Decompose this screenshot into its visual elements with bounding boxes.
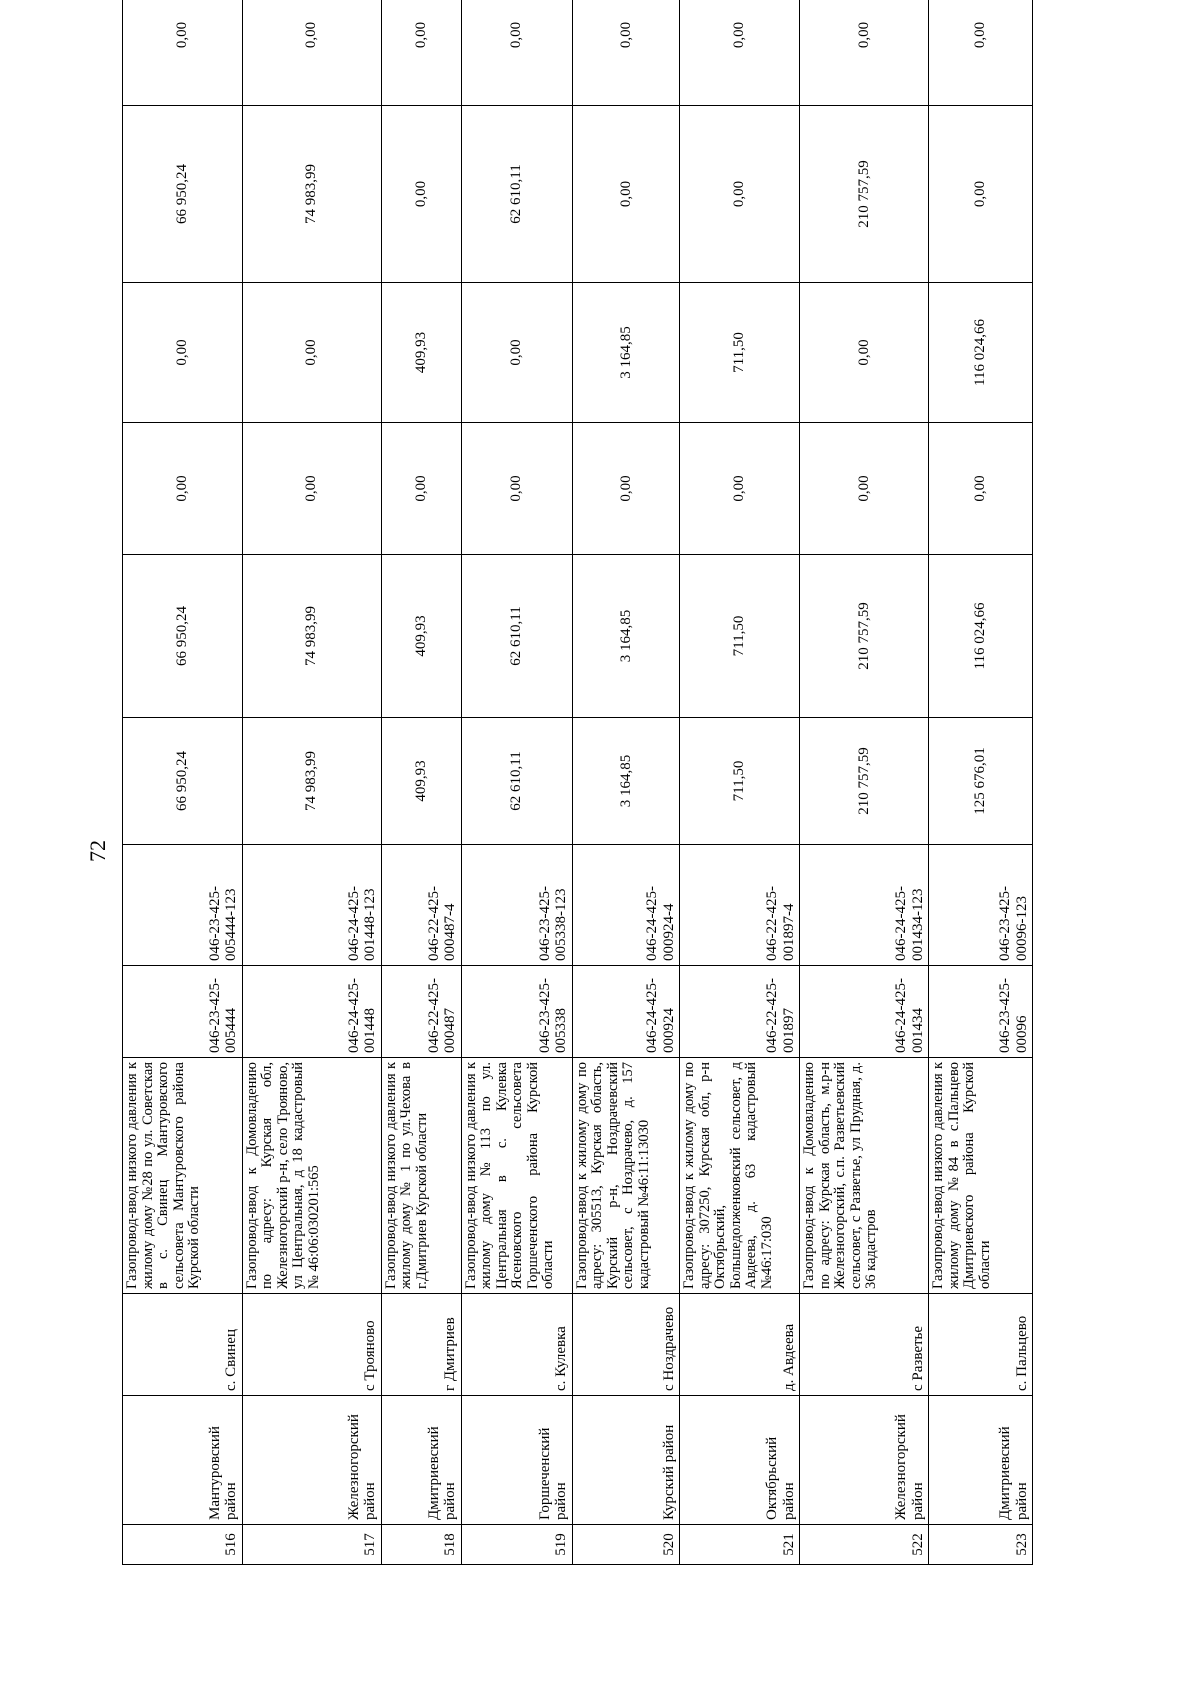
table-row bbox=[680, 0, 800, 1565]
registry-number: 046-24-425-001434-123 bbox=[800, 845, 929, 966]
value-initial: 409,93 bbox=[381, 718, 461, 845]
district-name: Горшеченский район bbox=[461, 1396, 572, 1525]
value-column-4: 0,00 bbox=[461, 283, 572, 423]
value-initial: 711,50 bbox=[680, 718, 800, 845]
registry-number: 046-24-425-001448-123 bbox=[242, 845, 381, 966]
row-number: 519 bbox=[461, 1525, 572, 1565]
value-book: 62 610,11 bbox=[461, 555, 572, 718]
settlement-name: с. Пальцево bbox=[929, 1294, 1033, 1396]
value-initial: 62 610,11 bbox=[461, 718, 572, 845]
value-column-5: 0,00 bbox=[929, 106, 1033, 283]
value-column-6: 0,00 bbox=[929, 0, 1033, 106]
value-book: 711,50 bbox=[680, 555, 800, 718]
value-column-5: 66 950,24 bbox=[123, 106, 243, 283]
value-column-4: 3 164,85 bbox=[572, 283, 680, 423]
row-number: 516 bbox=[123, 1525, 243, 1565]
settlement-name: с. Свинец bbox=[123, 1294, 243, 1396]
district-name: Железногорский район bbox=[800, 1396, 929, 1525]
object-description: Газопровод-ввод низкого давления к жилому дому №113 по ул. Центральная в с. Кулевка Ясеновского сельсовета Горшеченского района Курской области bbox=[461, 1058, 572, 1294]
inventory-number: 046-24-425-001448 bbox=[242, 966, 381, 1058]
value-column-3: 0,00 bbox=[929, 423, 1033, 555]
row-number: 522 bbox=[800, 1525, 929, 1565]
settlement-name: с. Кулевка bbox=[461, 1294, 572, 1396]
district-name: Железногорский район bbox=[242, 1396, 381, 1525]
object-description: Газопровод-ввод к Домовладению по адресу: Курская область, м.р-н Железногорский, с.п. Разветьевский сельсовет, с Разветье, ул Прудная, д. 36 кадастров bbox=[800, 1058, 929, 1294]
row-number: 520 bbox=[572, 1525, 680, 1565]
value-column-3: 0,00 bbox=[381, 423, 461, 555]
value-column-5: 62 610,11 bbox=[461, 106, 572, 283]
value-book: 409,93 bbox=[381, 555, 461, 718]
district-name: Дмитриевский район bbox=[381, 1396, 461, 1525]
district-name: Курский район bbox=[572, 1396, 680, 1525]
inventory-number: 046-23-425-005444 bbox=[123, 966, 243, 1058]
registry-number: 046-24-425-000924-4 bbox=[572, 845, 680, 966]
value-column-4: 0,00 bbox=[123, 283, 243, 423]
value-column-6: 0,00 bbox=[800, 0, 929, 106]
inventory-number: 046-24-425-001434 bbox=[800, 966, 929, 1058]
value-column-6: 0,00 bbox=[680, 0, 800, 106]
value-initial: 3 164,85 bbox=[572, 718, 680, 845]
value-book: 116 024,66 bbox=[929, 555, 1033, 718]
value-column-6: 0,00 bbox=[123, 0, 243, 106]
district-name: Дмитриевский район bbox=[929, 1396, 1033, 1525]
table-row bbox=[929, 0, 1033, 1565]
value-book: 210 757,59 bbox=[800, 555, 929, 718]
value-column-5: 210 757,59 bbox=[800, 106, 929, 283]
value-column-6: 0,00 bbox=[381, 0, 461, 106]
value-initial: 74 983,99 bbox=[242, 718, 381, 845]
value-column-6: 0,00 bbox=[572, 0, 680, 106]
inventory-number: 046-22-425-000487 bbox=[381, 966, 461, 1058]
value-column-3: 0,00 bbox=[680, 423, 800, 555]
table-row bbox=[242, 0, 381, 1565]
settlement-name: д. Авдеева bbox=[680, 1294, 800, 1396]
property-table bbox=[122, 0, 1033, 1565]
inventory-number: 046-22-425-001897 bbox=[680, 966, 800, 1058]
value-book: 3 164,85 bbox=[572, 555, 680, 718]
row-number: 517 bbox=[242, 1525, 381, 1565]
inventory-number: 046-24-425-000924 bbox=[572, 966, 680, 1058]
value-column-5: 0,00 bbox=[680, 106, 800, 283]
value-column-5: 0,00 bbox=[381, 106, 461, 283]
table-body bbox=[123, 0, 1033, 1565]
value-book: 74 983,99 bbox=[242, 555, 381, 718]
table-row bbox=[461, 0, 572, 1565]
registry-number: 046-23-425-005338-123 bbox=[461, 845, 572, 966]
object-description: Газопровод-ввод низкого давления к жилому дому №28 по ул. Советская в с. Свинец Мантуровского сельсовета Мантуровского района Курской области bbox=[123, 1058, 243, 1294]
row-number: 523 bbox=[929, 1525, 1033, 1565]
inventory-number: 046-23-425-00096 bbox=[929, 966, 1033, 1058]
value-column-4: 711,50 bbox=[680, 283, 800, 423]
value-book: 66 950,24 bbox=[123, 555, 243, 718]
value-column-3: 0,00 bbox=[800, 423, 929, 555]
page-number: 72 bbox=[85, 840, 110, 862]
value-column-4: 0,00 bbox=[242, 283, 381, 423]
value-column-3: 0,00 bbox=[572, 423, 680, 555]
value-column-6: 0,00 bbox=[461, 0, 572, 106]
value-column-5: 74 983,99 bbox=[242, 106, 381, 283]
table-row bbox=[381, 0, 461, 1565]
object-description: Газопровод-ввод к жилому дому по адресу: 305513, Курская область, Курский р-н, Ноздрачевский сельсовет, с Ноздрачево, д. 157 кадастровый №46:11:13030 bbox=[572, 1058, 680, 1294]
value-column-5: 0,00 bbox=[572, 106, 680, 283]
settlement-name: с Трояново bbox=[242, 1294, 381, 1396]
table-viewport bbox=[122, 21, 1033, 1565]
registry-number: 046-22-425-000487-4 bbox=[381, 845, 461, 966]
table-row bbox=[800, 0, 929, 1565]
district-name: Октябрьский район bbox=[680, 1396, 800, 1525]
value-column-3: 0,00 bbox=[242, 423, 381, 555]
registry-number: 046-23-425-005444-123 bbox=[123, 845, 243, 966]
row-number: 518 bbox=[381, 1525, 461, 1565]
value-column-3: 0,00 bbox=[123, 423, 243, 555]
value-initial: 125 676,01 bbox=[929, 718, 1033, 845]
registry-number: 046-23-425-00096-123 bbox=[929, 845, 1033, 966]
table-row bbox=[572, 0, 680, 1565]
value-initial: 66 950,24 bbox=[123, 718, 243, 845]
row-number: 521 bbox=[680, 1525, 800, 1565]
object-description: Газопровод-ввод низкого давления к жилому дому № 1 по ул.Чехова в г.Дмитриев Курской области bbox=[381, 1058, 461, 1294]
value-column-3: 0,00 bbox=[461, 423, 572, 555]
value-column-4: 0,00 bbox=[800, 283, 929, 423]
object-description: Газопровод-ввод к Домовладению по адресу: Курская обл, Железногорский р-н, село Трояново, ул Центральная, д 18 кадастровый № 46:06:030201:565 bbox=[242, 1058, 381, 1294]
settlement-name: с Разветье bbox=[800, 1294, 929, 1396]
object-description: Газопровод-ввод к жилому дому по адресу: 307250, Курская обл, р-н Октябрьский, Большедолженковский сельсовет, д Авдеева, д. 63 кадастровый №46:17:030 bbox=[680, 1058, 800, 1294]
value-column-4: 409,93 bbox=[381, 283, 461, 423]
rotated-sheet bbox=[122, 21, 1033, 1565]
registry-number: 046-22-425-001897-4 bbox=[680, 845, 800, 966]
object-description: Газопровод-ввод низкого давления к жилому дому №84 в с.Пальцево Дмитриевского района Курской области bbox=[929, 1058, 1033, 1294]
settlement-name: г Дмитриев bbox=[381, 1294, 461, 1396]
settlement-name: с Ноздрачево bbox=[572, 1294, 680, 1396]
table-row bbox=[123, 0, 243, 1565]
value-initial: 210 757,59 bbox=[800, 718, 929, 845]
district-name: Мантуровский район bbox=[123, 1396, 243, 1525]
inventory-number: 046-23-425-005338 bbox=[461, 966, 572, 1058]
value-column-4: 116 024,66 bbox=[929, 283, 1033, 423]
value-column-6: 0,00 bbox=[242, 0, 381, 106]
